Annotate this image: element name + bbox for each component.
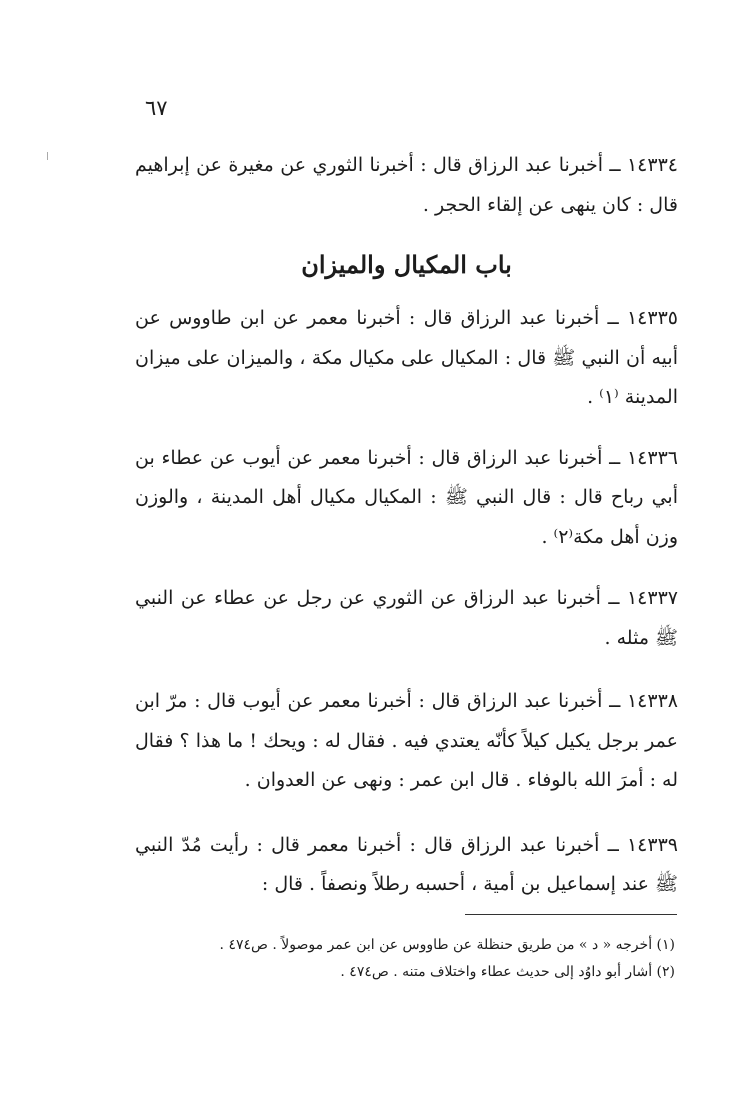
footnote-2: (٢) أشار أبو داوُد إلى حديث عطاء واختلاف متنه . ص٤٧٤ . [340, 964, 675, 980]
hadith-14339: ١٤٣٣٩ ــ أخبرنا عبد الرزاق قال : أخبرنا معمر قال : رأيت مُدّ النبي ﷺ عند إسماعيل بن أمية ، أحسبه رطلاً ونصفاً . قال : [135, 833, 678, 895]
footnote-1: (١) أخرجه « د » من طريق حنظلة عن طاووس عن ابن عمر موصولاً . ص٤٧٤ . [219, 937, 675, 953]
margin-mark [47, 152, 48, 160]
page-body [135, 146, 678, 905]
hadith-14334: ١٤٣٣٤ ــ أخبرنا عبد الرزاق قال : أخبرنا الثوري عن مغيرة عن إبراهيم قال : كان ينهى عن إلقاء الحجر . [135, 154, 678, 216]
hadith-14336: ١٤٣٣٦ ــ أخبرنا عبد الرزاق قال : أخبرنا معمر عن أيوب عن عطاء بن أبي رباح قال : قال النبي ﷺ : المكيال مكيال أهل المدينة ، والوزن وزن أهل مكة⁽٢⁾ . [135, 446, 678, 548]
hadith-14335: ١٤٣٣٥ ــ أخبرنا عبد الرزاق قال : أخبرنا معمر عن ابن طاووس عن أبيه أن النبي ﷺ قال : المكيال على مكيال مكة ، والميزان على ميزان المدينة ⁽١⁾ . [135, 307, 678, 408]
hadith-14337: ١٤٣٣٧ ــ أخبرنا عبد الرزاق عن الثوري عن رجل عن عطاء عن النبي ﷺ مثله . [135, 587, 678, 649]
page-number: ٦٧ [145, 96, 168, 120]
footnotes [135, 932, 675, 986]
chapter-title: باب المكيال والميزان [301, 250, 512, 279]
hadith-14338: ١٤٣٣٨ ــ أخبرنا عبد الرزاق قال : أخبرنا معمر عن أيوب قال : مرّ ابن عمر برجل يكيل كيلاً كأنّه يعتدي فيه . فقال له : ويحك ! ما هذا ؟ فقال له : أمرَ الله بالوفاء . قال ابن عمر : ونهى عن العدوان . [135, 690, 678, 791]
footnote-divider [465, 914, 677, 915]
